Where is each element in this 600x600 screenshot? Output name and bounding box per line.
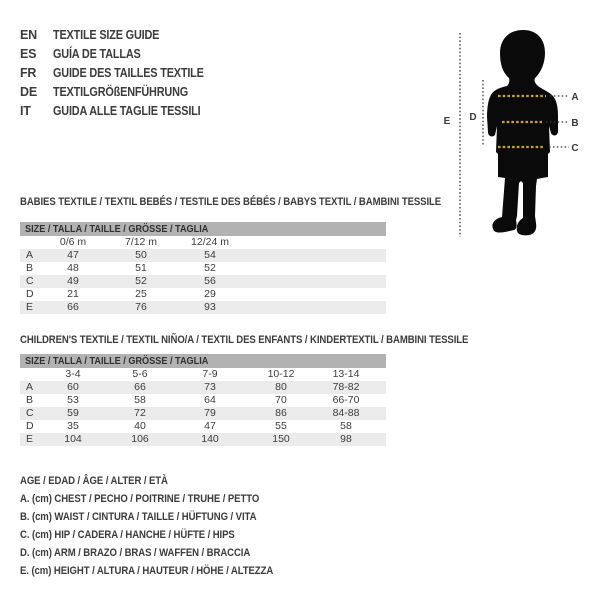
table-cell: 80 — [275, 381, 287, 393]
column-header: 12/24 m — [191, 236, 229, 248]
legend-text: AGE / EDAD / ÂGE / ALTER / ETÀ — [20, 475, 168, 487]
column-header: 0/6 m — [59, 236, 87, 248]
marker-height-E: E — [443, 116, 451, 127]
table-cell: 84-88 — [332, 407, 360, 419]
table-cell: 140 — [201, 433, 219, 445]
table-cell: 55 — [275, 420, 287, 432]
table-cell: 53 — [67, 394, 79, 406]
size-header-text: SIZE / TALLA / TAILLE / GRÖSSE / TAGLIA — [25, 355, 209, 367]
child-measurement-figure — [430, 20, 600, 250]
table-cell: 66 — [134, 381, 146, 393]
table-row — [20, 288, 386, 301]
table-cell: 48 — [67, 262, 79, 274]
legend-line-age — [20, 472, 311, 490]
language-code: IT — [20, 104, 31, 118]
table-cell: 79 — [204, 407, 216, 419]
legend-text: E. (cm) HEIGHT / ALTURA / HAUTEUR / HÖHE / ALTEZZA — [20, 565, 274, 577]
column-header: 3-4 — [65, 368, 81, 380]
column-header: 7-9 — [202, 368, 218, 380]
corner-cell — [20, 368, 40, 381]
table-cell: 40 — [134, 420, 146, 432]
language-row-fr — [20, 64, 226, 83]
table-cell: 93 — [204, 301, 216, 313]
legend-line-chest — [20, 490, 311, 508]
legend-line-arm — [20, 544, 311, 562]
row-label: E — [26, 301, 34, 313]
table-row — [20, 262, 386, 275]
table-cell: 106 — [131, 433, 149, 445]
table-row — [20, 433, 386, 446]
row-label: D — [26, 288, 34, 300]
babies-column-header-row — [20, 236, 386, 249]
table-cell: 59 — [67, 407, 79, 419]
marker-hip-C: C — [571, 143, 579, 154]
table-row — [20, 420, 386, 433]
children-size-header-bar — [20, 354, 386, 368]
table-cell: 50 — [135, 249, 147, 261]
table-cell: 49 — [67, 275, 79, 287]
children-column-header-row — [20, 368, 386, 381]
table-row — [20, 407, 386, 420]
babies-size-table — [20, 222, 386, 314]
table-cell: 56 — [204, 275, 216, 287]
table-cell: 35 — [67, 420, 79, 432]
corner-cell — [20, 236, 40, 249]
table-cell: 66-70 — [332, 394, 360, 406]
measurement-legend — [20, 472, 311, 580]
column-header: 10-12 — [267, 368, 295, 380]
table-row — [20, 301, 386, 314]
legend-text: D. (cm) ARM / BRAZO / BRAS / WAFFEN / BRACCIA — [20, 547, 251, 559]
row-label: E — [26, 433, 34, 445]
marker-arm-D: D — [469, 112, 477, 123]
table-cell: 58 — [340, 420, 352, 432]
language-row-it — [20, 102, 226, 121]
table-cell: 76 — [135, 301, 147, 313]
language-list — [20, 26, 226, 121]
table-cell: 86 — [275, 407, 287, 419]
table-cell: 72 — [134, 407, 146, 419]
column-header: 7/12 m — [124, 236, 158, 248]
language-row-en — [20, 26, 226, 45]
table-cell: 21 — [67, 288, 79, 300]
babies-size-header-bar — [20, 222, 386, 236]
legend-line-height — [20, 562, 311, 580]
table-cell: 66 — [67, 301, 79, 313]
legend-text: B. (cm) WAIST / CINTURA / TAILLE / HÜFTUNG / VITA — [20, 511, 257, 523]
column-header: 5-6 — [132, 368, 148, 380]
language-label: GUIDA ALLE TAGLIE TESSILI — [53, 104, 201, 118]
table-cell: 150 — [272, 433, 290, 445]
table-cell: 58 — [134, 394, 146, 406]
row-label: D — [26, 420, 34, 432]
children-table-title-text: CHILDREN'S TEXTILE / TEXTIL NIÑO/A / TEXTIL DES ENFANTS / KINDERTEXTIL / BAMBINI TESSILE — [20, 334, 469, 346]
language-code: ES — [20, 47, 37, 61]
children-size-table — [20, 354, 386, 446]
size-header-text: SIZE / TALLA / TAILLE / GRÖSSE / TAGLIA — [25, 223, 209, 235]
legend-text: C. (cm) HIP / CADERA / HANCHE / HÜFTE / HIPS — [20, 529, 235, 541]
babies-table-title — [20, 196, 504, 208]
table-cell: 98 — [340, 433, 352, 445]
legend-text: A. (cm) CHEST / PECHO / POITRINE / TRUHE / PETTO — [20, 493, 260, 505]
table-cell: 47 — [204, 420, 216, 432]
table-cell: 54 — [204, 249, 216, 261]
table-cell: 52 — [204, 262, 216, 274]
language-code: DE — [20, 85, 37, 99]
marker-chest-A: A — [571, 92, 579, 103]
row-label: A — [26, 381, 34, 393]
column-header: 13-14 — [332, 368, 360, 380]
table-cell: 60 — [67, 381, 79, 393]
table-row — [20, 249, 386, 262]
table-cell: 29 — [204, 288, 216, 300]
row-label: C — [26, 275, 34, 287]
table-row — [20, 381, 386, 394]
language-label: GUÍA DE TALLAS — [53, 47, 141, 61]
language-code: EN — [20, 28, 37, 42]
table-cell: 51 — [135, 262, 147, 274]
table-cell: 73 — [204, 381, 216, 393]
babies-table-title-text: BABIES TEXTILE / TEXTIL BEBÉS / TESTILE DES BÉBÉS / BABYS TEXTIL / BAMBINI TESSILE — [20, 196, 442, 208]
language-code: FR — [20, 66, 37, 80]
table-cell: 104 — [64, 433, 82, 445]
table-cell: 52 — [135, 275, 147, 287]
table-row — [20, 275, 386, 288]
marker-waist-B: B — [571, 118, 579, 129]
table-cell: 25 — [135, 288, 147, 300]
row-label: B — [26, 394, 34, 406]
table-cell: 78-82 — [332, 381, 360, 393]
language-row-de — [20, 83, 226, 102]
language-label: TEXTILGRÖßENFÜHRUNG — [53, 85, 189, 99]
row-label: A — [26, 249, 34, 261]
children-table-title — [20, 334, 535, 346]
row-label: B — [26, 262, 34, 274]
language-row-es — [20, 45, 226, 64]
table-cell: 64 — [204, 394, 216, 406]
table-row — [20, 394, 386, 407]
language-label: TEXTILE SIZE GUIDE — [53, 28, 160, 42]
table-cell: 70 — [275, 394, 287, 406]
legend-line-hip — [20, 526, 311, 544]
row-label: C — [26, 407, 34, 419]
language-label: GUIDE DES TAILLES TEXTILE — [53, 66, 204, 80]
legend-line-waist — [20, 508, 311, 526]
table-cell: 47 — [67, 249, 79, 261]
